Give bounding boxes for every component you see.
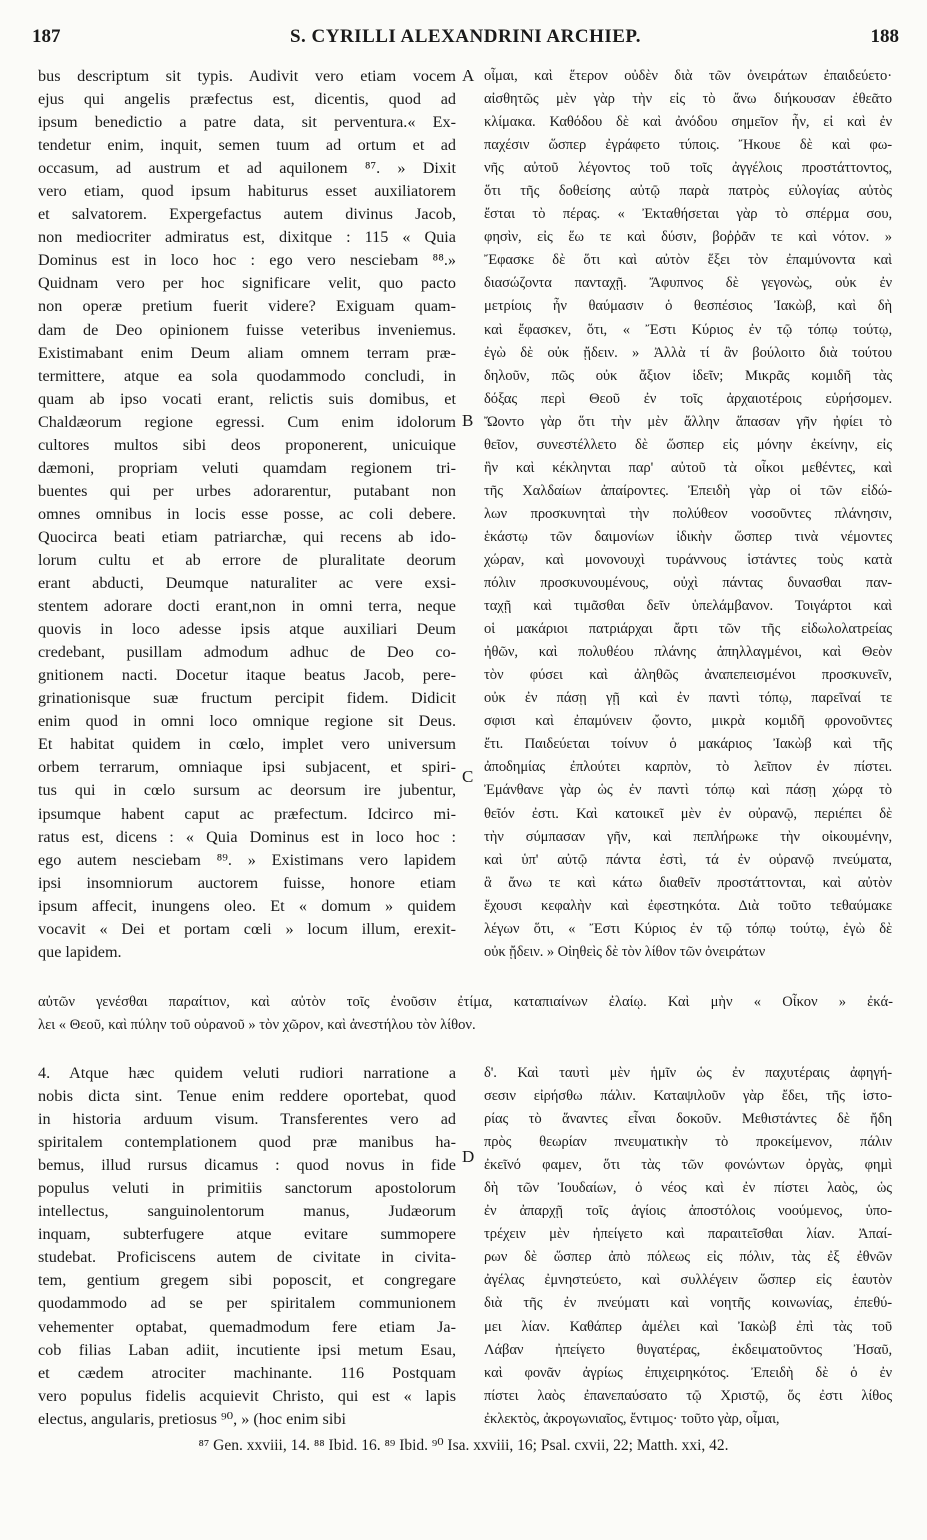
- text-line: τρέχειν μὲν ἠπείγετο καὶ παραιτεῖσθαι λίαν. Ἀπαί-: [484, 1226, 892, 1243]
- text-line: non operæ pretium fuerit videre? Exiguam quam-: [38, 297, 456, 316]
- footnotes: ⁸⁷ Gen. xxviii, 14. ⁸⁸ Ibid. 16. ⁸⁹ Ibid. ⁹⁰ Isa. xxviii, 16; Psal. cxvii, 22; Matth. xxi, 42.: [198, 1437, 729, 1454]
- text-line: καὶ ὑπ' αὐτῷ πάντα ἐστὶ, τά ἐν οὐρανῷ πνεύματα,: [484, 851, 892, 868]
- text-line: αὐτῶν γενέσθαι παραίτιον, καὶ αὐτὸν τοῖς ἐνοῦσιν ἐτίμα, καταπιαίνων ἐλαίῳ. Καὶ μὴν « Οἶκον » ἐκά-: [38, 994, 893, 1010]
- text-line: Ἔφασκε δὲ ὅτι καὶ αὐτὸν ἕξει τὸν ἐπαμύνοντα καὶ: [484, 252, 892, 269]
- text-line: ταχῇ καὶ τιμᾶσθαι δεῖν ὑπελάμβανον. Τοιγάρτοι καὶ: [484, 598, 892, 615]
- text-line: orbem terrarum, omniaque ipsi subjacent, et spiri-: [38, 758, 456, 777]
- text-line: Quidnam vero per hoc significare velit, quo pacto: [38, 274, 456, 293]
- text-line: gnitionem nacti. Docetur itaque beatus Jacob, pere-: [38, 666, 456, 685]
- text-line: ipsumque habent caput ac præfectum. Idcirco mi-: [38, 804, 456, 823]
- text-line: grinationisque suæ fructum percipit fidem. Didicit: [38, 689, 456, 708]
- text-line: τὸν φύσει καὶ ἀληθῶς ἀναπεπεισμένοι προσκυνεῖν,: [484, 667, 892, 684]
- latin-column-bottom: [38, 1062, 456, 1431]
- text-line: et salvatorem. Expergefactus autem divinus Jacob,: [38, 205, 456, 224]
- text-line: Ἐμάνθανε γὰρ ὡς ἐν παντὶ τόπῳ καὶ πάσῃ χώρᾳ τὸ: [484, 782, 892, 799]
- text-line: non mediocriter admiratus est, dixitque : 115 « Quia: [38, 228, 456, 247]
- text-line: οἶμαι, καὶ ἕτερον οὐδὲν διὰ τῶν ὀνειράτων ἐπαιδεύετο·: [484, 68, 892, 84]
- text-line: πίστει λαὸς ἐπανεπαύσατο τῷ Χριστῷ, ὅς ἐστι λίθος: [484, 1387, 892, 1404]
- text-line: μει λίαν. Καθάπερ ἀμέλει καὶ Ἰακὼβ ἐπὶ τὰς τοῦ: [484, 1318, 892, 1335]
- text-line: bemus, illud rursus dicamus : quod novus in fide: [38, 1156, 456, 1175]
- margin-letter-c: C: [462, 767, 474, 786]
- text-line: Quocirca beati etiam patriarchæ, qui recens ab ido-: [38, 527, 456, 546]
- text-line: quam ab ipso vocati erant, relictis suis domibus, et: [38, 389, 456, 408]
- text-line: χώραν, καὶ μονονουχὶ τυράννους ἱστάντες τοὺς κατὰ: [484, 551, 892, 568]
- text-line: erant abducti, Deumque naturaliter ac vere exsi-: [38, 574, 456, 593]
- page-number-right: 188: [870, 26, 899, 47]
- text-line: λων προσκυνηταὶ τὴν πολύθεον νοσοῦντες πλάνησιν,: [484, 505, 892, 522]
- running-title: S. CYRILLI ALEXANDRINI ARCHIEP.: [289, 26, 642, 47]
- text-line: omnes omnibus in locis esse posse, ac coli debere.: [38, 504, 456, 523]
- text-line: que lapidem.: [38, 942, 122, 961]
- text-line: populus veluti in primitiis sanctorum apostolorum: [38, 1179, 456, 1198]
- text-line: οἱ μακάριοι πατριάρχαι ἄρτι τῶν τῆς εἰδωλολατρείας: [484, 621, 892, 638]
- text-line: λέγων ὅτι, « Ἔστι Κύριος ἐν τῷ τόπῳ τούτῳ, ἐγὼ δὲ: [484, 920, 892, 937]
- text-line: δηλοῦν, πῶς οὐκ ἄξιον ἰδεῖν; Μικρᾶς κομιδῆ τὰς: [484, 367, 892, 384]
- text-line: ipsum affecit, inungens oleo. Et « domum » quidem: [38, 896, 456, 915]
- text-line: electus, angularis, pretiosus ⁹⁰, » (hoc enim sibi: [38, 1409, 346, 1428]
- text-line: vocavit « Dei et portam cœli » locum illum, erexit-: [38, 919, 456, 938]
- text-line: ratus est, dicens : « Quia Dominus est in loco hoc :: [38, 827, 456, 846]
- text-line: studebat. Proficiscens autem de civitate in civita-: [38, 1248, 456, 1267]
- text-line: παχέσιν ὥσπερ ἐγράφετο τύποις. Ἤκουε δὲ καὶ φω-: [484, 137, 892, 154]
- text-line: Et habitat quidem in cœlo, implet vero universum: [38, 735, 456, 754]
- text-line: διὰ τῆς ἐν πνεύματι καὶ νοητῆς κοινωνίας, ἐπεθύ-: [484, 1295, 892, 1312]
- text-line: et cædem atrociter machinante. 116 Postquam: [38, 1363, 456, 1382]
- text-line: Chaldæorum regione egressi. Cum enim idolorum: [38, 412, 456, 431]
- text-line: 4. Atque hæc quidem veluti rudiori narratione a: [38, 1064, 456, 1082]
- text-line: spiritalem contemplationem quod præ manibus ha-: [38, 1133, 456, 1152]
- text-line: ego autem nesciebam ⁸⁹. » Existimans vero lapidem: [38, 850, 456, 869]
- text-line: νῆς αὐτοῦ λέγοντος τοῦ τοῖς ἀγγέλοις προστάττοντος,: [484, 160, 892, 177]
- text-line: οὐκ ἐν πάσῃ γῇ καὶ ἐν παντὶ τόπῳ, παρεῖναί τε: [484, 690, 892, 707]
- text-line: ἐκεῖνό φαμεν, ὅτι τὰς τῶν φονώντων ὀργὰς, φημὶ: [484, 1157, 892, 1174]
- text-line: δ'. Καὶ ταυτὶ μὲν ἡμῖν ὡς ἐν παχυτέραις ἀφηγή-: [484, 1065, 892, 1081]
- text-line: intellectus, sanguinolentorum manus, Judæorum: [38, 1202, 456, 1221]
- margin-letter-d: D: [462, 1147, 475, 1166]
- text-line: vehementer optabat, quemadmodum fere etiam Ja-: [38, 1317, 456, 1336]
- text-line: dæmoni, propriam veluti quamdam regionem tri-: [38, 458, 456, 477]
- text-line: Existimabant enim Deum aliam omnem terram præ-: [38, 343, 456, 362]
- text-line: δόξας περὶ Θεοῦ ἐν τοῖς ἀρχαιοτέροις εὑρήσομεν.: [484, 390, 892, 407]
- text-line: μετρίοις ἦν θαύμασιν ὁ θεσπέσιος Ἰακὼβ, καὶ δὴ: [484, 298, 892, 315]
- text-line: ejus qui angelis præfectus est, dicentis, quod ad: [38, 90, 456, 109]
- text-line: in historia arduum visum. Transferentes vero ad: [38, 1110, 456, 1129]
- greek-column-bottom: [484, 1062, 892, 1431]
- text-line: buentes qui per urbes adorarentur, putabant non: [38, 481, 456, 500]
- text-line: κλίμακα. Καθόδου δὲ καὶ ἀνόδου σημεῖον ἦν, εἰ καὶ ἐν: [484, 114, 892, 131]
- text-line: τῆς Χαλδαίων ἀπαίροντες. Ἐπειδὴ γὰρ οἱ τῶν εἰδώ-: [484, 482, 892, 499]
- text-line: καὶ φονᾶν ἀγρίως ἐπιχειρηκότος. Ἐπειδὴ δὲ ὁ ἐν: [484, 1364, 892, 1381]
- text-line: σεσιν εἰρήσθω πάλιν. Καταψιλοῦν γὰρ ἔδει, τῆς ἱστο-: [484, 1088, 892, 1105]
- text-line: quodammodo ad se per spiritalem communionem: [38, 1294, 456, 1313]
- text-line: ἔτι. Παιδεύεται τοίνυν ὁ μακάριος Ἰακὼβ καὶ τῆς: [484, 736, 892, 753]
- text-line: quovis in loco adesse ipsis atque auxiliari Deum: [38, 620, 456, 639]
- text-line: bus descriptum sit typis. Audivit vero etiam vocem: [38, 67, 456, 85]
- text-line: vero populus fidelis acquievit Christo, qui est « lapis: [38, 1386, 456, 1405]
- text-line: ἀγέλας ἐμνηστεύετο, καὶ συλλέγειν ὥσπερ εἰς ἑαυτὸν: [484, 1272, 892, 1289]
- text-line: πόλιν προσκυνουμένους, οὐχὶ πάντας δυνασθαι παν-: [484, 575, 892, 592]
- text-line: ἣν καὶ κέκληνται παρ' αὐτοῦ τὰ οἶκοι μεθέντες, καὶ: [484, 459, 892, 476]
- text-line: πρὸς θεωρίαν πνευματικὴν τὸ προκείμενον, πάλιν: [484, 1134, 892, 1151]
- text-line: τὴν σύμπασαν γῆν, καὶ πεπλήρωκε τὴν οἰκουμένην,: [484, 828, 892, 845]
- text-line: Λάβαν ἠπείγετο θυγατέρας, ἐκδειματοῦντος Ἠσαῦ,: [484, 1341, 892, 1358]
- text-line: οὐκ ᾔδειν. » Οἰηθεὶς δὲ τὸν λίθον τῶν ὀνειράτων: [484, 943, 766, 960]
- text-line: tendetur enim, inquit, semen tuum ad ortum et ad: [38, 136, 456, 155]
- text-line: ρίας τὸ ἅναντες εἶναι δοκοῦν. Μεθιστάντες δὲ ἤδη: [484, 1111, 892, 1128]
- text-line: αἰσθητῶς μὲν γὰρ τὴν εἰς τὸ ἄνω διήκουσαν ἐθεᾶτο: [484, 91, 892, 108]
- page-number-left: 187: [32, 26, 61, 47]
- text-line: credebant, pusillam admodum adhuc de Deo co-: [38, 643, 456, 662]
- text-line: enim quod in omni loco omnique regione sit Deus.: [38, 712, 456, 731]
- margin-letter-b: B: [462, 411, 474, 430]
- text-line: καὶ ἔφασκεν, ὅτι, « Ἔστι Κύριος ἐν τῷ τόπῳ τούτῳ,: [484, 321, 892, 338]
- text-line: σφισι καὶ ἐπαμύνειν ᾤοντο, μικρὰ κομιδῆ φρονοῦντες: [484, 713, 892, 730]
- text-line: φησὶν, εἰς ἕω τε καὶ δύσιν, βοῤῥᾶν τε καὶ νότον. »: [484, 229, 892, 246]
- greek-full-width-lines: [38, 991, 893, 1037]
- greek-column-top: [484, 65, 892, 964]
- text-line: ἔσται τὸ πέρας. « Ἐκταθήσεται γὰρ τὸ σπέρμα σου,: [484, 206, 892, 223]
- text-line: dam de Deo opinionem fuisse veteribus inveniemus.: [38, 320, 456, 339]
- text-line: θεῖόν ἐστι. Καὶ κατοικεῖ μὲν ἐν οὐρανῷ, περιέπει δὲ: [484, 805, 892, 822]
- text-line: inquam, subterfugere atque evitare summopere: [38, 1225, 456, 1244]
- running-header: [32, 26, 899, 56]
- text-line: Dominus est in loco hoc : ego vero nesciebam ⁸⁸.»: [38, 251, 456, 270]
- text-line: θεῖον, συνεστέλλετο δὲ ὥσπερ εἰς μόνην ἐκείνην, εἰς: [484, 436, 892, 453]
- text-line: ρων δὲ ὥσπερ ἀπὸ πόλεως εἰς πόλιν, τὰς ἐξ ἐθνῶν: [484, 1249, 892, 1266]
- text-line: vero etiam, quod ipsum habiturus esset auxiliatorem: [38, 182, 456, 201]
- text-line: occasum, ad austrum et ad aquilonem ⁸⁷. » Dixit: [38, 159, 456, 178]
- latin-column-top: [38, 65, 456, 964]
- text-line: ἐν ἀπαρχῇ τοῖς ἁγίοις ἀποστόλοις νοούμενος, ὑπο-: [484, 1203, 892, 1220]
- text-line: λει « Θεοῦ, καὶ πύλην τοῦ οὐρανοῦ » τὸν χῶρον, καὶ ἀνεστήλου τὸν λίθον.: [38, 1017, 476, 1034]
- text-line: διασώζοντα πανταχῇ. Ἄφυπνος δὲ γεγονὼς, οὐκ ἐν: [484, 275, 892, 292]
- text-line: ἠθῶν, καὶ πολυθέου πλάνης ἀπηλλαγμένοι, καὶ Θεὸν: [484, 644, 892, 661]
- text-line: tem, gentium gregem sibi poposcit, et congregare: [38, 1271, 456, 1290]
- text-line: Ὤοντο γὰρ ὅτι τὴν μὲν ἄλλην ἅπασαν γῆν ἠφίει τὸ: [484, 413, 892, 430]
- text-line: cob filias Laban adiit, incutiente ipsi metum Esau,: [38, 1340, 456, 1359]
- text-line: stentem adorare docti erant,non in omni terra, neque: [38, 597, 456, 616]
- text-line: cultores multos sibi deos proponerent, unicuique: [38, 435, 456, 454]
- text-line: ἑκάστῳ τῶν δαιμονίων ἰδικὴν ὥσπερ τινὰ νέμοντες: [484, 528, 892, 545]
- text-line: ἃ ἄνω τε καὶ κάτω διαθεῖν προστάττονται, καὶ αὐτὸν: [484, 874, 892, 891]
- text-line: termittere, atque ea sola quodammodo concludi, in: [38, 366, 456, 385]
- text-line: ἐκλεκτὸς, ἀκρογωνιαῖος, ἔντιμος· τοῦτο γὰρ, οἶμαι,: [484, 1410, 780, 1427]
- text-line: ipsum benedictio a patre data, sit perventura.« Ex-: [38, 113, 456, 132]
- text-line: tus qui in cœlo sursum ac deorsum ire jubentur,: [38, 781, 456, 800]
- text-line: ἐγὼ δὲ οὐκ ᾔδειν. » Ἀλλὰ τί ἂν βούλοιτο διὰ τούτου: [484, 344, 892, 361]
- text-line: lorum cultu et ab errore de pluralitate deorum: [38, 550, 456, 569]
- text-line: ἀποδημίας ἐπλούτει καρπὸν, τὸ λεῖπον ἐν πίστει.: [484, 759, 892, 776]
- text-line: ἔχουσι κεφαλὴν καὶ ἐφεστηκότα. Διὰ τοῦτο τεθαύμακε: [484, 897, 892, 914]
- text-line: ipsi insomniorum auctorem fuisse, honore etiam: [38, 873, 456, 892]
- margin-letter-a: A: [462, 66, 475, 85]
- text-line: nobis dicta sint. Tenue enim reddere oportebat, quod: [38, 1087, 456, 1106]
- text-line: ὅτι τῆς δοθείσης αὐτῷ παρὰ πατρὸς εὐλογίας αὐτὸς: [484, 183, 892, 200]
- text-line: δὴ τῶν Ἰουδαίων, ὁ νέος καὶ ἐν πίστει λαὸς, ὡς: [484, 1180, 892, 1197]
